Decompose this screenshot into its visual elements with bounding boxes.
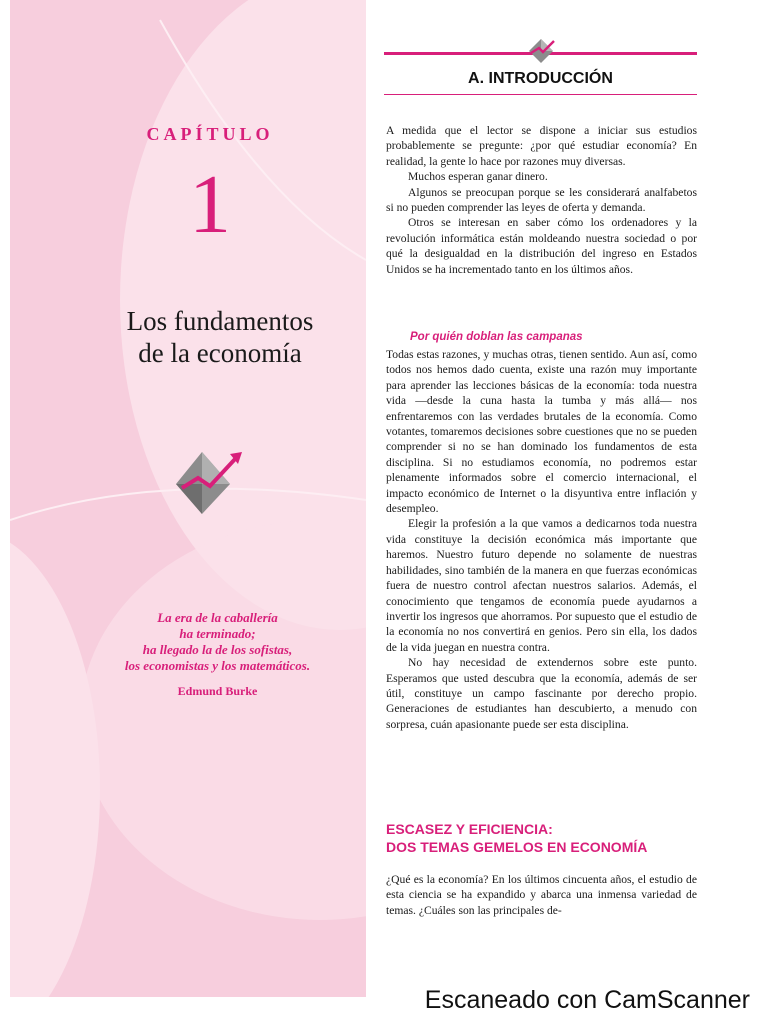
epigraph-line: ha terminado; (179, 626, 256, 641)
section-heading-2-line: DOS TEMAS GEMELOS EN ECONOMÍA (386, 839, 648, 855)
intro-text (386, 123, 697, 277)
chapter-title-line: de la economía (138, 338, 302, 368)
paragraph: Algunos se preocupan porque se les considerará analfabetos si no pueden comprender las leyes de oferta y demanda. (386, 185, 697, 215)
paragraph: Muchos esperan ganar dinero. (408, 170, 548, 184)
section-heading-2 (386, 820, 697, 856)
paragraph: No hay necesidad de extendernos sobre este punto. Esperamos que usted descubra que la economía, además de ser útil, constituye un campo fascinante por derecho propio. Generaciones de estudiantes han descubierto, a menudo con sorpresa, cuán apasionante puede ser esta disciplina. (386, 656, 697, 731)
chapter-title-line: Los fundamentos (126, 306, 314, 336)
section-rule-bottom (384, 94, 697, 95)
paragraph: Todas estas razones, y muchas otras, tienen sentido. Aun así, como todos nos hemos dado cuenta, existe una razón muy importante para aprender las lecciones básicas de la economía: toda nuestra vida —desde la cuna hasta la tumba y más allá— nos enfrentaremos con las verdades brutales de la economía. Como votantes, tomaremos decisiones sobre cuestiones que no se pueden comprender si no se han dominado los fundamentos de esta disciplina. Si no estudiamos economía, no podremos estar plenamente informados sobre el comercio internacional, el impacto económico de Internet o la disyuntiva entre inflación y desempleo. (386, 348, 697, 516)
paragraph: A medida que el lector se dispone a iniciar sus estudios probablemente se pregunte: ¿por qué estudiar economía? En realidad, la gente lo hace por razones muy diversas. (386, 124, 697, 168)
diamond-arrow-icon (172, 448, 252, 520)
paragraph: Elegir la profesión a la que vamos a dedicarnos toda nuestra vida constituye la decisión económica más importante que haremos. Nuestro futuro depende no solamente de nuestras habilidades, sino también de la manera en que fuerzas económicas fuera de nuestro control afectan nuestros salarios. Además, el conocimiento que tengamos de economía puede ayudarnos a invertir los ingresos que ahorramos. Por supuesto que el estudio de la economía no nos convertirá en genios. Pero sin ella, los dados de la vida juegan en nuestra contra. (386, 517, 697, 654)
small-diamond-icon (528, 36, 558, 66)
chapter-label: CAPÍTULO (146, 124, 274, 144)
epigraph-line: La era de la caballería (157, 610, 278, 625)
epigraph-author: Edmund Burke (177, 684, 258, 698)
subheading: Por quién doblan las campanas (410, 331, 583, 343)
closing-text (386, 872, 697, 918)
chapter-title (70, 305, 366, 369)
paragraph: Otros se interesan en saber cómo los ordenadores y la revolución informática están moldeando nuestra sociedad o por qué la desigualdad en la distribución del ingreso en Estados Unidos se ha incrementado tanto en los últimos años. (386, 216, 697, 276)
section-heading: A. INTRODUCCIÓN (468, 70, 613, 87)
scanner-watermark: Escaneado con CamScanner (424, 986, 750, 1014)
epigraph-line: los economistas y los matemáticos. (124, 658, 311, 673)
section-heading-2-line: ESCASEZ Y EFICIENCIA: (386, 821, 553, 837)
epigraph-line: ha llegado la de los sofistas, (142, 642, 293, 657)
chapter-opener-panel (10, 0, 366, 997)
chapter-number: 1 (189, 158, 231, 251)
paragraph: ¿Qué es la economía? En los últimos cincuenta años, el estudio de esta ciencia se ha expandido y abarca una inmensa variedad de temas. ¿Cuáles son las principales de- (386, 873, 697, 917)
campanas-text (386, 347, 697, 732)
epigraph (90, 610, 345, 674)
